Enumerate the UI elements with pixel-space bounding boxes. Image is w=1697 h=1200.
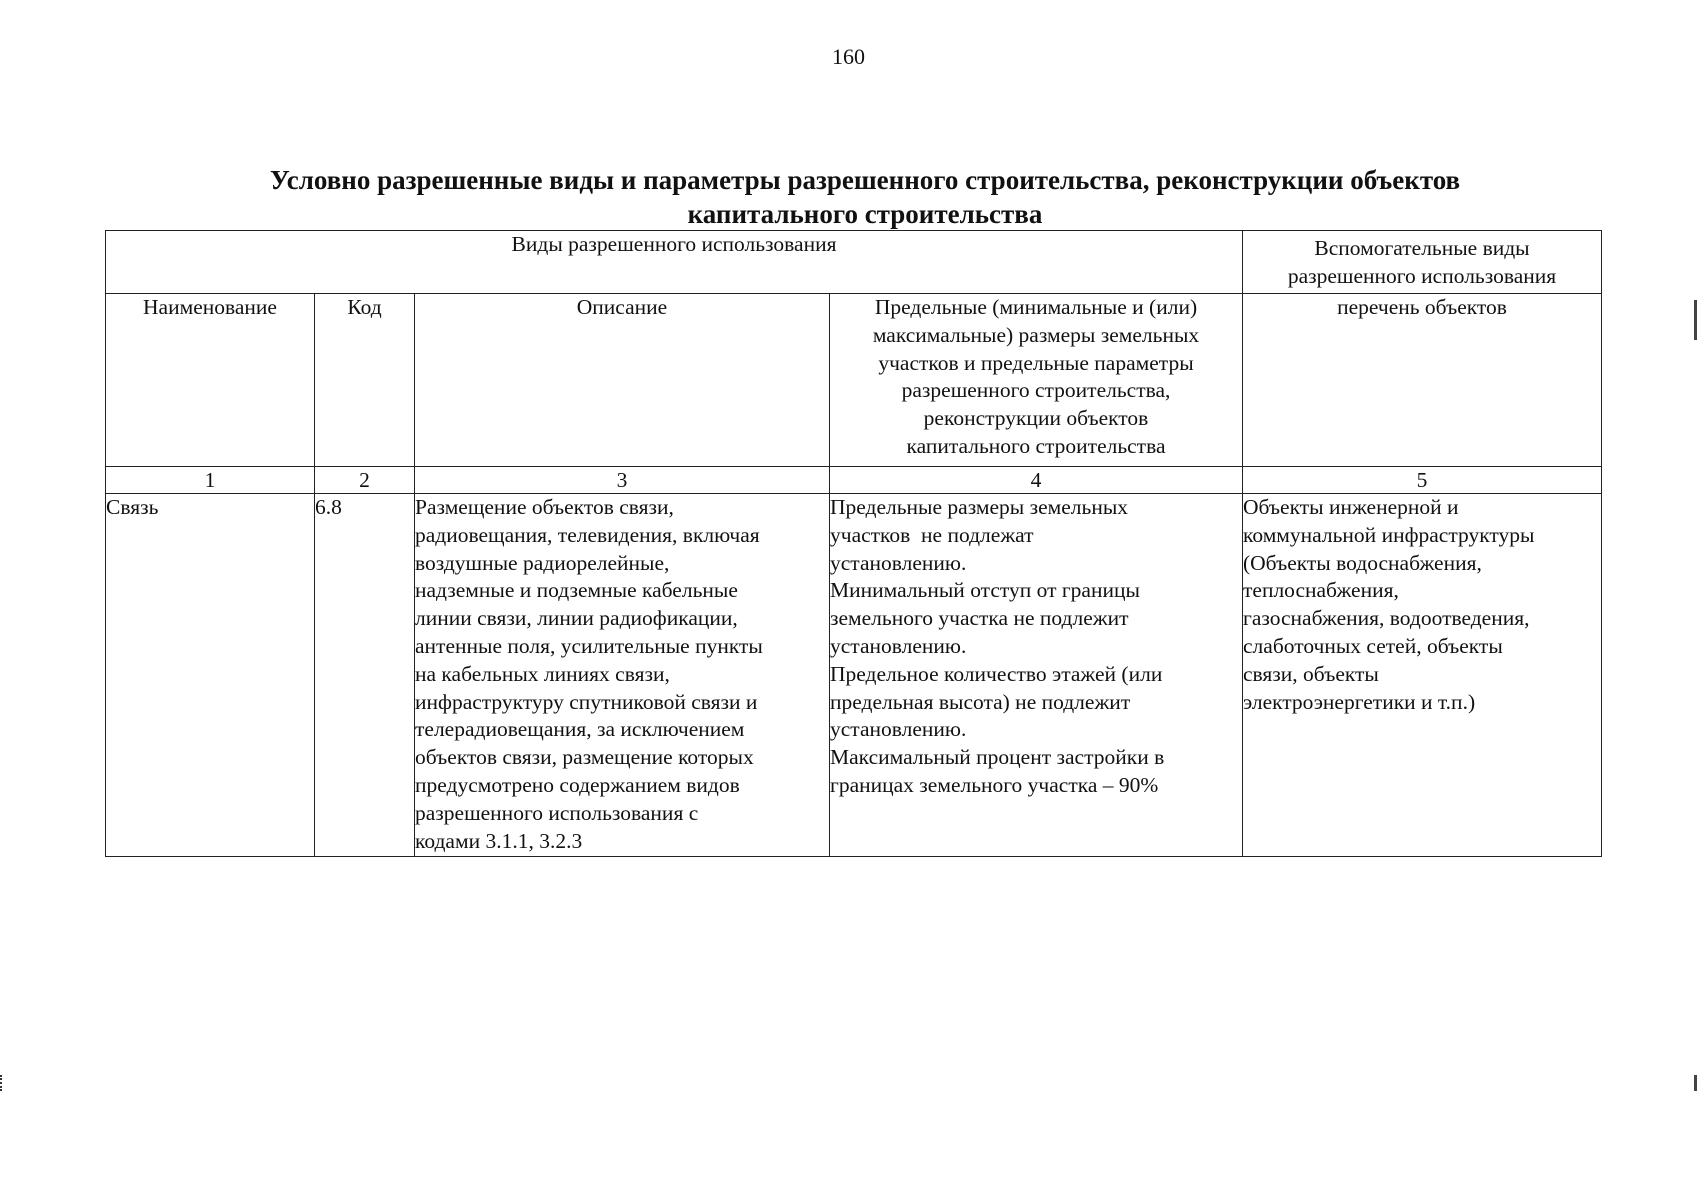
group-header-row [106, 231, 1602, 294]
row-description [415, 494, 830, 857]
table-row [106, 494, 1602, 857]
column-header-code: Код [315, 294, 415, 467]
description-line: объектов связи, размещение которых [415, 745, 754, 770]
column-number: 4 [830, 467, 1243, 494]
aux-line: слаботочных сетей, объекты [1243, 633, 1503, 658]
description-line: антенные поля, усилительные пункты [415, 633, 763, 658]
limits-header-line: разрешенного строительства, [901, 378, 1171, 403]
row-limits [830, 494, 1243, 857]
title-line-2: капитального строительства [687, 199, 1043, 229]
description-line: предусмотрено содержанием видов [415, 772, 740, 797]
aux-line: (Объекты водоснабжения, [1243, 550, 1482, 575]
limits-header-line: реконструкции объектов [923, 406, 1149, 431]
column-number: 5 [1243, 467, 1602, 494]
column-number: 3 [415, 467, 830, 494]
description-line: воздушные радиорелейные, [415, 550, 670, 575]
limits-line: установлению. [830, 550, 967, 575]
row-code: 6.8 [315, 494, 415, 857]
description-line: радиовещания, телевидения, включая [415, 522, 760, 547]
group-header-aux-line-1: Вспомогательные виды [1314, 236, 1530, 260]
limits-line: Минимальный отступ от границы [830, 578, 1140, 603]
column-header-row [106, 294, 1602, 467]
scan-edge-mark [0, 1075, 6, 1091]
aux-line: коммунальной инфраструктуры [1243, 522, 1535, 547]
limits-header-line: максимальные) размеры земельных [872, 322, 1200, 347]
limits-line: участков не подлежат [830, 522, 1034, 547]
aux-line: Объекты инженерной и [1243, 495, 1459, 519]
description-line: надземные и подземные кабельные [415, 578, 738, 603]
group-header-main: Виды разрешенного использования [106, 231, 1243, 294]
aux-line: теплоснабжения, [1243, 578, 1399, 603]
limits-header-line: Предельные (минимальные и (или) [874, 295, 1198, 319]
limits-line: Предельное количество этажей (или [830, 661, 1163, 686]
description-line: разрешенного использования с [415, 800, 699, 825]
column-number: 1 [106, 467, 315, 494]
document-title [170, 163, 1560, 231]
description-line: инфраструктуру спутниковой связи и [415, 689, 758, 714]
limits-line: установлению. [830, 633, 967, 658]
description-line: линии связи, линии радиофикации, [415, 606, 738, 631]
column-number-row [106, 467, 1602, 494]
aux-line: газоснабжения, водоотведения, [1243, 606, 1530, 631]
limits-line: предельная высота) не подлежит [830, 689, 1131, 714]
page-number: 160 [832, 44, 865, 69]
group-header-aux [1243, 231, 1602, 294]
group-header-aux-line-2: разрешенного использования [1287, 263, 1557, 288]
column-header-name: Наименование [106, 294, 315, 467]
limits-line: Максимальный процент застройки в [830, 745, 1165, 770]
column-header-description: Описание [415, 294, 830, 467]
aux-line: электроэнергетики и т.п.) [1243, 689, 1476, 714]
limits-header-line: капитального строительства [906, 433, 1166, 458]
column-number: 2 [315, 467, 415, 494]
column-header-aux-list: перечень объектов [1243, 294, 1602, 467]
row-name: Связь [106, 494, 315, 857]
limits-line: Предельные размеры земельных [830, 495, 1129, 519]
limits-line: установлению. [830, 717, 967, 742]
title-line-1: Условно разрешенные виды и параметры разрешенного строительства, реконструкции объектов [269, 165, 1461, 195]
description-line: кодами 3.1.1, 3.2.3 [415, 828, 583, 853]
column-header-limits [830, 294, 1243, 467]
limits-line: земельного участка не подлежит [830, 606, 1129, 631]
permitted-use-table [105, 230, 1602, 857]
limits-header-line: участков и предельные параметры [878, 350, 1194, 375]
description-line: на кабельных линиях связи, [415, 661, 670, 686]
description-line: Размещение объектов связи, [415, 495, 674, 519]
row-aux-objects [1243, 494, 1602, 857]
description-line: телерадиовещания, за исключением [415, 717, 745, 742]
aux-line: связи, объекты [1243, 661, 1379, 686]
limits-line: границах земельного участка – 90% [830, 772, 1159, 797]
